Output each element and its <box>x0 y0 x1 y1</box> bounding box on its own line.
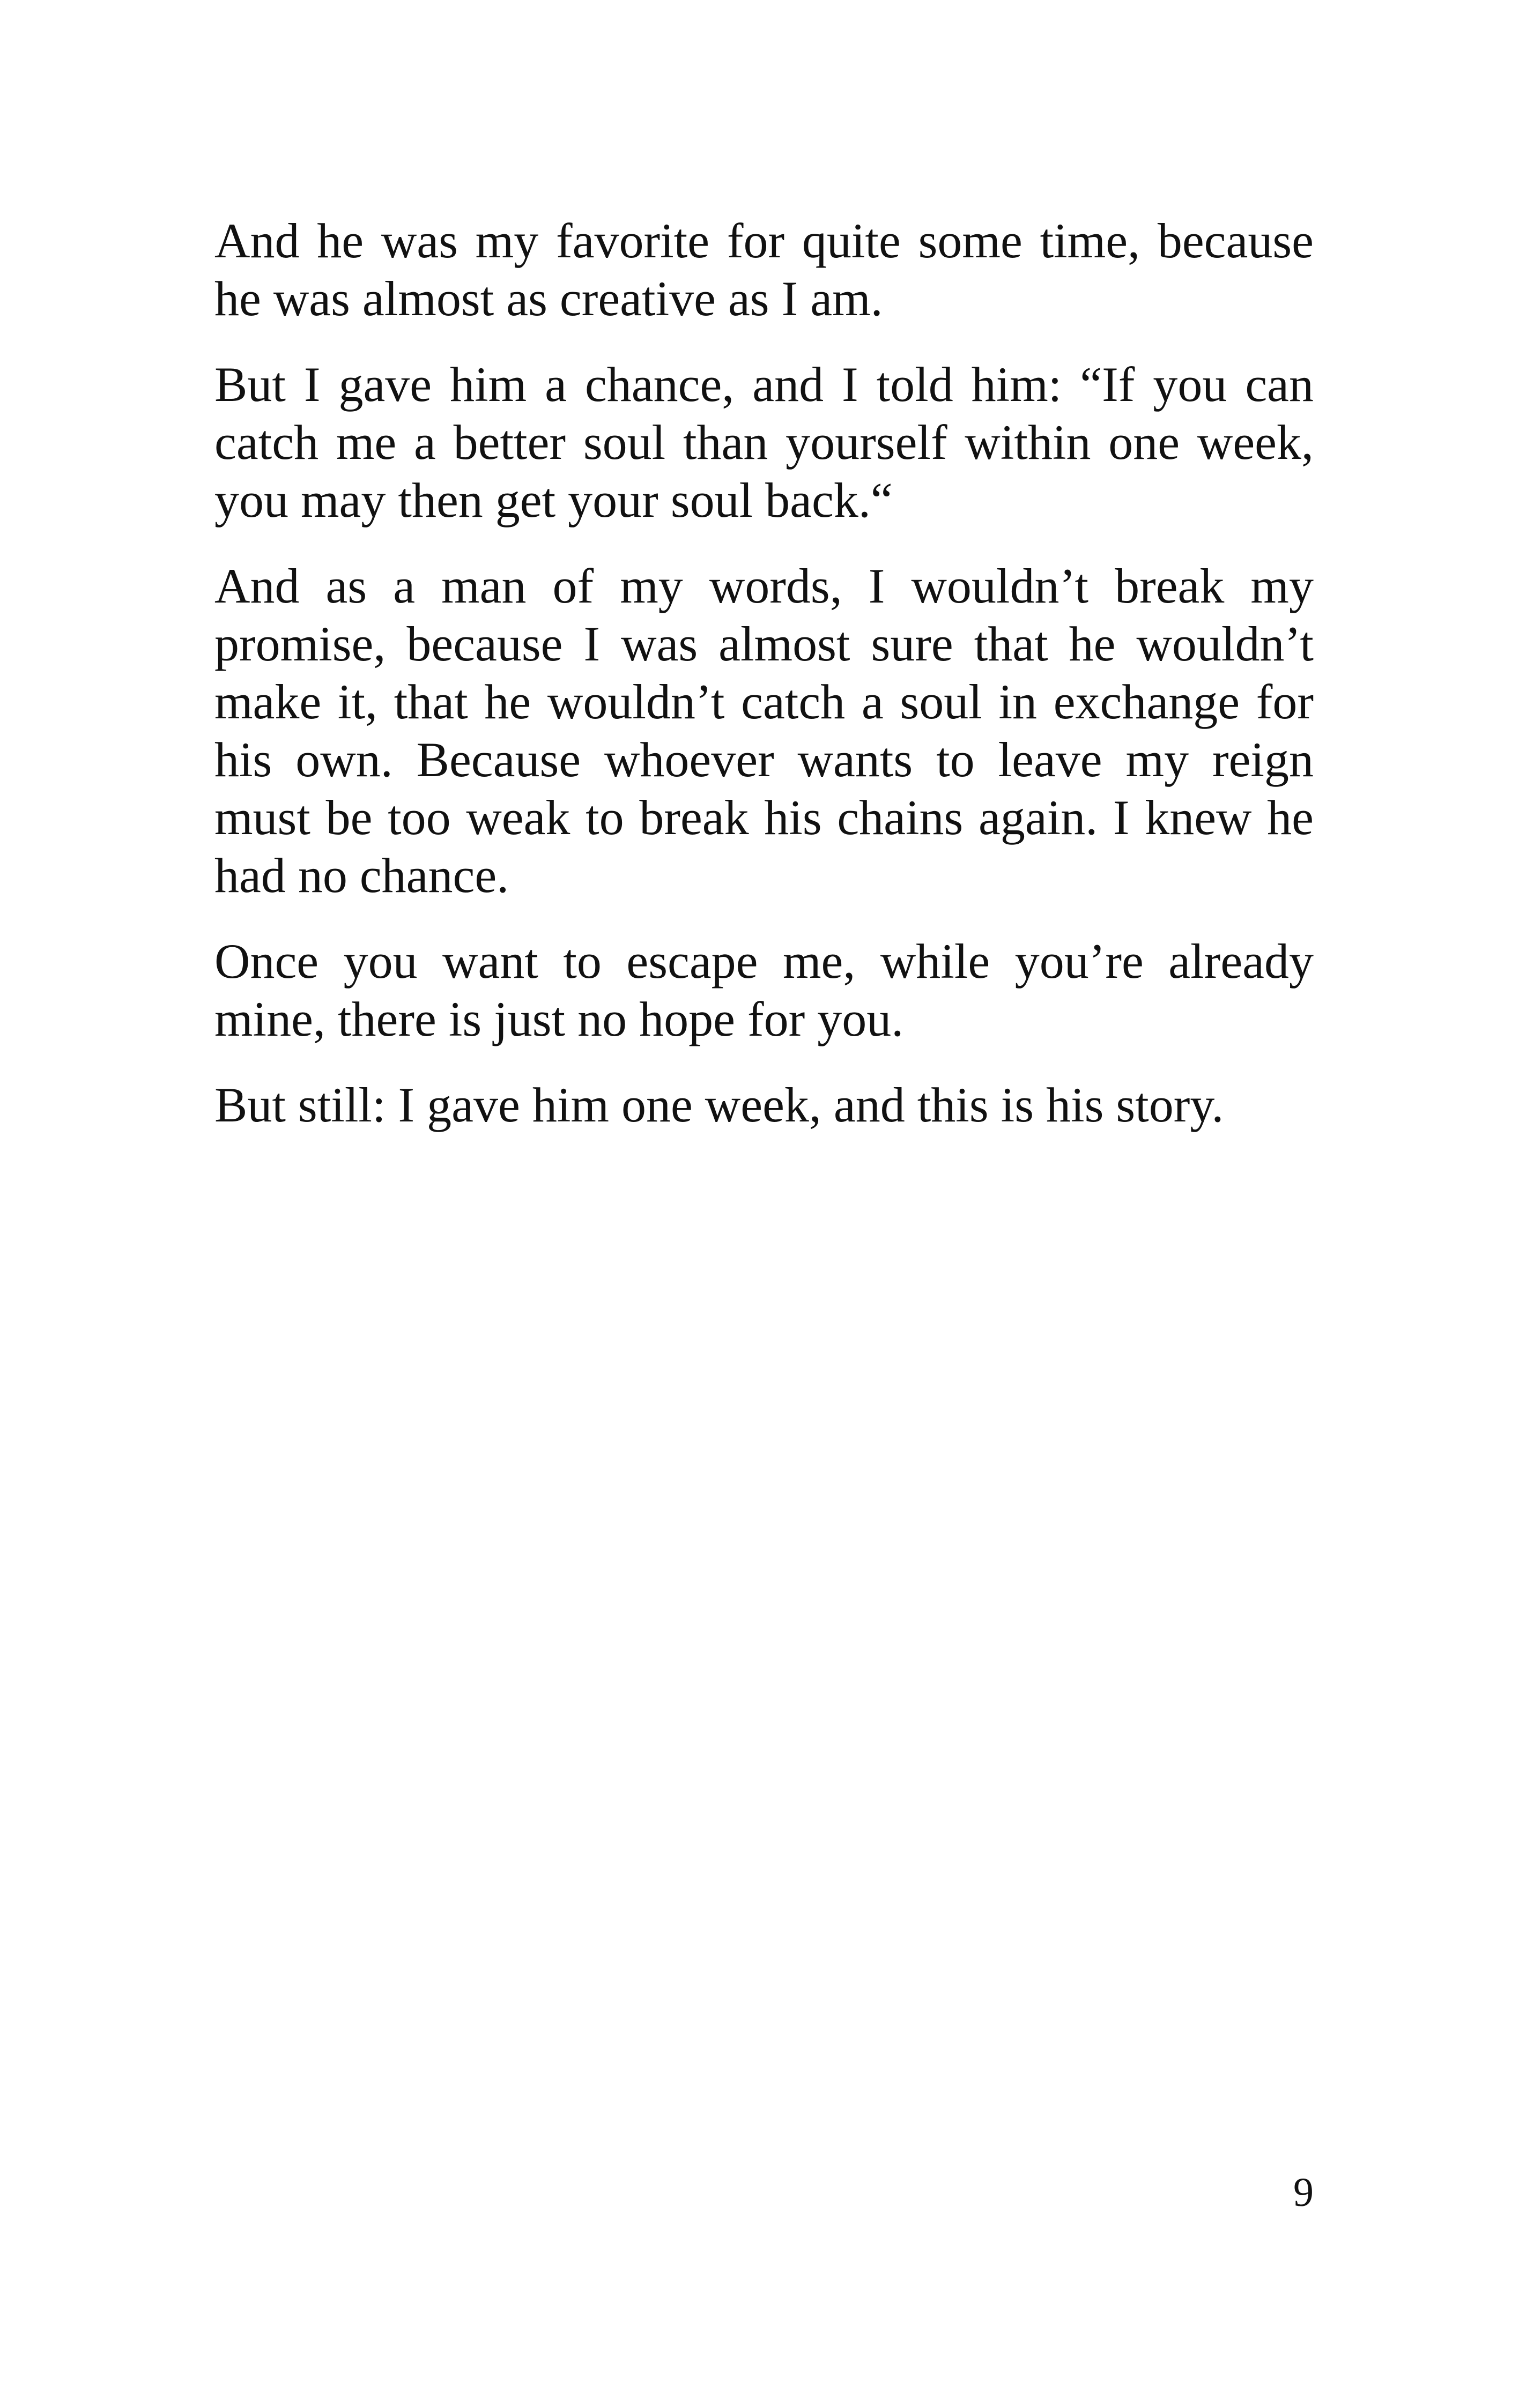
paragraph-5: But still: I gave him one week, and this is his story. <box>214 1077 1224 1132</box>
page-number: 9 <box>1293 2170 1314 2215</box>
paragraph-4: Once you want to escape me, while you’re already mine, there is just no hope for you. <box>214 934 1314 1046</box>
body-text <box>214 212 1314 1162</box>
paragraph-1: And he was my favorite for quite some time, because he was almost as creative as I am. <box>214 213 1314 326</box>
paragraph-2: But I gave him a chance, and I told him: “If you can catch me a better soul than yourself within one week, you may then get your soul back.“ <box>214 357 1314 527</box>
paragraph-3: And as a man of my words, I wouldn’t break my promise, because I was almost sure that he wouldn’t make it, that he wouldn’t catch a soul in exchange for his own. Because whoever wants to leave my reign must be too weak to break his chains again. I knew he had no chance. <box>214 559 1314 903</box>
